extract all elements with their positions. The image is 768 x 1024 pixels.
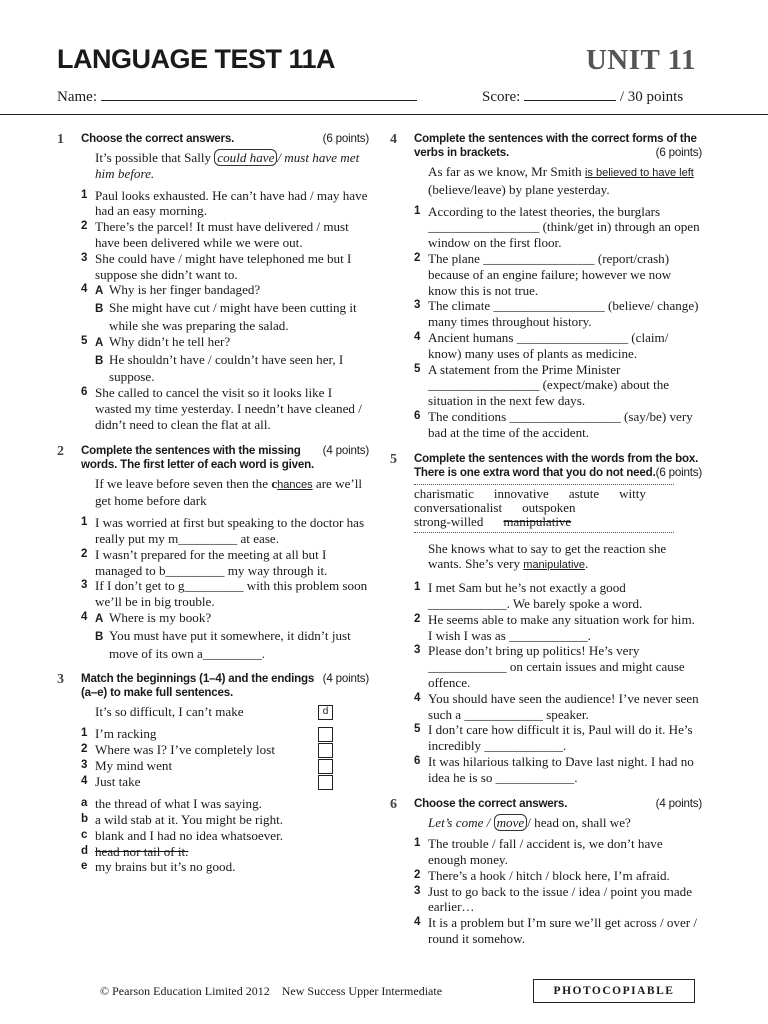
list-item: 6 It was hilarious talking to Dave last night. I had no idea he is so ____________.	[414, 753, 694, 785]
answer-box[interactable]: d	[318, 705, 333, 720]
list-item: 1 I’m racking	[81, 726, 369, 742]
list-item: B She might have cut / might have been cutting it while she was preparing the salad.	[95, 300, 357, 333]
exercise-4: 4 Complete the sentences with the correct forms of the verbs in brackets. (6 points) As far as we know, Mr Smith is believed to have left (believe/leave) by plane yesterday. 1 According to the latest theories, the burglars _________________ (think/get in) through an open window on the first floor. 2 The plane _________________ (report/crash) because of an engine failure; however we now know this is not true. 3 The climate _________________ (believe/ change) many times throughout history. 4 Ancient humans _________________ (claim/ know) many uses of plants as medicine. 5 A statement from the Prime Minister _________________ (expect/make) about the situation in the next few days. 6 The conditions _________________ (say/be) very bad at the time of the accident.	[390, 132, 702, 440]
list-item: 4 You should have seen the audience! I’ve never seen such a ____________ speaker.	[414, 690, 699, 722]
answer-box[interactable]	[318, 775, 333, 790]
list-item: 4 Ancient humans _________________ (claim/ know) many uses of plants as medicine.	[414, 329, 669, 361]
list-item: 3 The climate _________________ (believe/ change) many times throughout history.	[414, 298, 699, 330]
list-item: 3 She could have / might have telephoned me but I suppose she didn’t want to.	[81, 250, 352, 282]
list-item: 4 A Where is my book?	[81, 609, 212, 625]
list-item: 4 Just take	[81, 774, 369, 790]
list-item: 4 A Why is her finger bandaged?	[81, 282, 261, 298]
ex1-example: It’s possible that Sally could have / must have met him before.	[95, 150, 360, 181]
list-item: 3 Just to go back to the issue / idea / point you made earlier…	[414, 883, 693, 915]
list-item: B You must have put it somewhere, it didn’t just move of its own a_________.	[95, 627, 351, 661]
exercise-6: 6 (4 points) Choose the correct answers. Let’s come / move / head on, shall we? 1 The trouble / fall / accident is, we don’t have enough money. 2 There’s a hook / hitch / block here, I’m afraid. 3 Just to go back to the issue / idea / point you made earlier… 4 It is a problem but I’m sure we’ll get across / over / round it somehow.	[390, 796, 702, 947]
list-item: 6 She called to cancel the visit so it looks like I wasted my time yesterday. I needn’t have cleaned / didn’t need to clean the flat at all.	[81, 385, 362, 432]
list-item: 2 Where was I? I’ve completely lost	[81, 742, 369, 758]
list-item: 4 It is a problem but I’m sure we’ll get across / over / round it somehow.	[414, 915, 698, 947]
list-item: a the thread of what I was saying.	[81, 796, 262, 812]
list-item: 2 The plane _________________ (report/crash) because of an engine failure; however we now know this is not true.	[414, 250, 672, 298]
circled-answer: could have	[214, 149, 277, 166]
list-item: 3 If I don’t get to g_________ with this problem soon we’ll be in big trouble.	[81, 578, 368, 610]
circled-answer: move	[494, 814, 528, 831]
ex6-example: Let’s come / move / head on, shall we?	[428, 814, 631, 830]
unit-label: UNIT 11	[585, 44, 696, 76]
list-item: e my brains but it’s no good.	[81, 859, 236, 875]
list-item: 5 A Why didn’t he tell her?	[81, 333, 231, 349]
list-item: 1 The trouble / fall / accident is, we don’t have enough money.	[414, 836, 663, 868]
ex5-example: She knows what to say to get the reaction she wants. She’s very manipulative.	[428, 540, 667, 572]
list-item: d head nor tail of it.	[81, 843, 189, 859]
list-item: 1 I was worried at first but speaking to the doctor has really put my m_________ at ease.	[81, 515, 365, 546]
list-item: 3 Please don’t bring up politics! He’s very ____________ on certain issues and might cause offence.	[414, 643, 685, 690]
list-item: 2 He seems able to make any situation work for him. I wish I was as ____________.	[414, 611, 695, 643]
list-item: 6 The conditions _________________ (say/be) very bad at the time of the accident.	[414, 408, 693, 440]
answer-box[interactable]	[318, 743, 333, 758]
list-item: b a wild stab at it. You might be right.	[81, 812, 284, 828]
list-item: 5 I don’t care how difficult it is, Paul will do it. He’s incredibly ____________.	[414, 722, 693, 754]
ex2-example: If we leave before seven then the chances are we’ll get home before dark	[95, 475, 363, 509]
header-rule	[0, 114, 768, 115]
answer-box[interactable]	[318, 759, 333, 774]
list-item: B He shouldn’t have / couldn’t have seen her, I suppose.	[95, 351, 344, 385]
exercise-3: 3 (4 points) Match the beginnings (1–4) and the endings (a–e) to make full sentences. It’s so difficult, I can’t make d 1 I’m racking 2 Where was I? I’ve completely lost 3 My mind went 4 Just take a the thread of what I was saying. b a wild stab at it. You might be right. c blank and I had no idea whatsoever. d head nor tail of it. e my brains but it’s no good.	[57, 672, 369, 875]
list-item: 1 According to the latest theories, the burglars _________________ (think/get in) through an open window on the first floor.	[414, 203, 700, 251]
word-box: charismatic innovative astute witty conversationalist outspoken strong-willed manipulative	[414, 484, 674, 533]
list-item: 3 My mind went	[81, 758, 369, 774]
answer-box[interactable]	[318, 727, 333, 742]
exercise-2: 2 (4 points) Complete the sentences with the missing words. The first letter of each word is given. If we leave before seven then the chances are we’ll get home before dark 1 I was worried at first but speaking to the doctor has really put my m_________ at ease. 2 I wasn’t prepared for the meeting at all but I managed to b_________ my way through it. 3 If I don’t get to g_________ with this problem soon we’ll be in big trouble. 4 A Where is my book? B You must have put it somewhere, it didn’t just move of its own a_________.	[57, 443, 369, 661]
photocopiable-badge: PHOTOCOPIABLE	[533, 979, 695, 1003]
score-field: Score: / 30 points	[482, 86, 683, 106]
list-item: 1 I met Sam but he’s not exactly a good ____________. We barely spoke a word.	[414, 580, 643, 611]
ex4-example: As far as we know, Mr Smith is believed to have left (believe/leave) by plane yesterday.	[428, 164, 694, 197]
list-item: 5 A statement from the Prime Minister _________________ (expect/make) about the situation in the next few days.	[414, 361, 670, 409]
footer: © Pearson Education Limited 2012 New Success Upper Intermediate	[100, 984, 443, 998]
list-item: 2 There’s a hook / hitch / block here, I’m afraid.	[414, 867, 670, 883]
list-item: 2 There’s the parcel! It must have delivered / must have been delivered while we were out.	[81, 219, 349, 250]
exercise-5: 5 Complete the sentences with the words from the box. There is one extra word that you do not need. (6 points) charismatic innovative astute witty conversationalist outspoken strong-willed manipulative She knows what to say to get the reaction she wants. She’s very manipulative. 1 I met Sam but he’s not exactly a good ____________. We barely spoke a word. 2 He seems able to make any situation work for him. I wish I was as ____________. 3 Please don’t bring up politics! He’s very ____________ on certain issues and might cause offence. 4 You should have seen the audience! I’ve never seen such a ____________ speaker. 5 I don’t care how difficult it is, Paul will do it. He’s incredibly ____________. 6 It was hilarious talking to Dave last night. I had no idea he is so ____________.	[390, 451, 702, 785]
score-line	[524, 86, 616, 101]
name-line	[101, 86, 417, 101]
list-item: 2 I wasn’t prepared for the meeting at all but I managed to b_________ my way through it.	[81, 546, 328, 578]
left-column	[57, 132, 369, 875]
exercise-1: 1 (6 points) Choose the correct answers. It’s possible that Sally could have / must have met him before. 1 Paul looks exhausted. He can’t have had / may have had an easy morning. 2 There’s the parcel! It must have delivered / must have been delivered while we were out. 3 She could have / might have telephoned me but I suppose she didn’t want to. 4 A Why is her finger bandaged? B She might have cut / might have been cutting it while she was preparing the salad. 5 A Why didn’t he tell her? B He shouldn’t have / couldn’t have seen her, I suppose. 6 She called to cancel the visit so it looks like I wasted my time yesterday. I needn’t have cleaned / didn’t need to clean the flat at all.	[57, 132, 369, 432]
list-item: c blank and I had no idea whatsoever.	[81, 827, 283, 843]
right-column	[390, 132, 702, 947]
ex3-example: It’s so difficult, I can’t make d	[81, 704, 369, 720]
name-field: Name:	[57, 86, 417, 106]
test-title: LANGUAGE TEST 11A	[57, 44, 336, 74]
list-item: 1 Paul looks exhausted. He can’t have had / may have had an easy morning.	[81, 187, 368, 219]
